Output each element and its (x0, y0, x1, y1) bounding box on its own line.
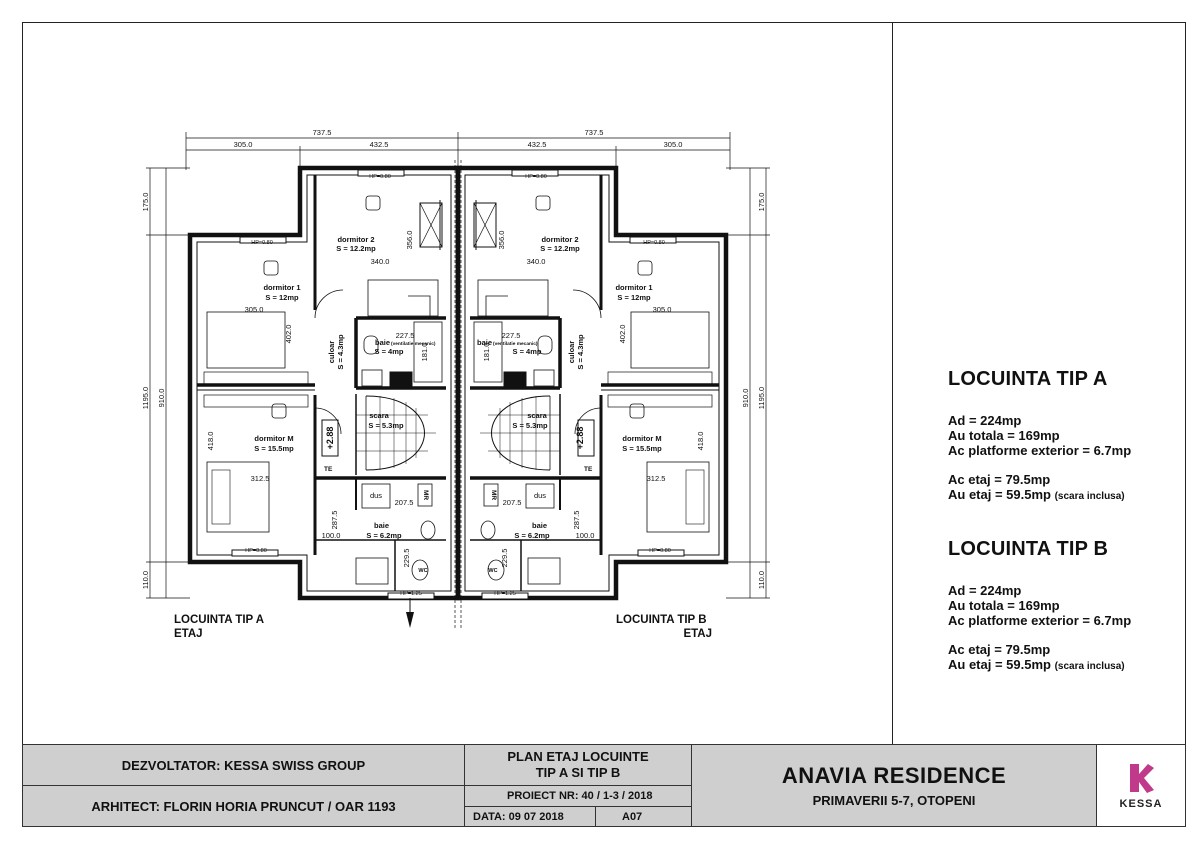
date-cell: DATA: 09 07 2018 (464, 806, 596, 827)
project-name-cell (691, 744, 1097, 827)
info-b-au-etaj: Au etaj = 59.5mp (948, 657, 1051, 672)
room-dim: 227.5 (395, 331, 415, 340)
developer-cell: DEZVOLTATOR: KESSA SWISS GROUP (22, 744, 465, 786)
dim-v-all: 1195.0 (141, 386, 150, 410)
room-area: S = 5.3mp (512, 421, 548, 430)
plan-caption-b-line2: ETAJ (683, 628, 712, 640)
hp-label: HP=1.25 (400, 591, 422, 597)
room-dim: 340.0 (526, 257, 546, 266)
room-dim: 312.5 (646, 474, 666, 483)
room-name: scara (527, 411, 547, 420)
info-b-au-etaj-row (948, 657, 1188, 674)
fixture-label: dus (369, 491, 383, 500)
mr-label: MR (422, 489, 429, 501)
dim-v-all-r: 1195.0 (757, 386, 766, 410)
level-mark: +2.88 (575, 426, 585, 450)
room-dim: 305.0 (244, 305, 264, 314)
room-name: dormitor 1 (263, 283, 301, 292)
room-note: (ventilatie mecanic) (493, 342, 538, 347)
room-name: baie (532, 521, 548, 530)
info-a-au-etaj-note: (scara inclusa) (1054, 491, 1125, 502)
info-b-title: LOCUINTA TIP B (948, 538, 1109, 560)
fixture-label: dus (533, 491, 547, 500)
room-area: S = 12mp (617, 293, 651, 302)
hp-label: HP=0.80 (251, 240, 273, 246)
info-a-au-etaj: Au etaj = 59.5mp (948, 487, 1051, 502)
dim-total-b: 737.5 (584, 128, 604, 137)
project-name: ANAVIA RESIDENCE (781, 763, 1007, 788)
room-name: scara (369, 411, 389, 420)
room-dim: 229.5 (402, 548, 411, 568)
info-block-a (948, 368, 1188, 504)
room-dim: 356.0 (497, 230, 506, 250)
room-dim: 356.0 (405, 230, 414, 250)
room-dim: 181.0 (420, 342, 429, 362)
room-dim: 207.5 (394, 498, 414, 507)
level-mark: +2.88 (325, 426, 335, 450)
room-name: dormitor 1 (615, 283, 653, 292)
room-name: culoar (327, 340, 336, 364)
room-dim: 287.5 (572, 510, 581, 530)
room-area: S = 12.2mp (540, 244, 580, 253)
room-area: S = 12.2mp (336, 244, 376, 253)
dim-b2: 305.0 (663, 140, 683, 149)
room-dim: 100.0 (321, 531, 341, 540)
info-b-au-total: Au totala = 169mp (948, 598, 1060, 613)
room-area: S = 4.3mp (576, 334, 585, 370)
room-dim: 207.5 (502, 498, 522, 507)
room-dim: 229.5 (500, 548, 509, 568)
hp-label: HP=1.25 (494, 591, 516, 597)
room-area: S = 6.2mp (366, 531, 402, 540)
room-name: dormitor M (622, 434, 662, 443)
info-a-ad: Ad = 224mp (948, 413, 1022, 428)
hp-label: HP=0.80 (649, 548, 671, 554)
info-a-title: LOCUINTA TIP A (948, 368, 1108, 390)
room-name: baie (374, 521, 390, 530)
mr-label: MR (490, 489, 497, 501)
info-a-au-total: Au totala = 169mp (948, 428, 1060, 443)
room-dim: 181.0 (482, 342, 491, 362)
room-name: dormitor 2 (541, 235, 579, 244)
info-a-ac-platforme: Ac platforme exterior = 6.7mp (948, 443, 1132, 458)
dim-v-bot: 110.0 (141, 570, 150, 590)
project-address: PRIMAVERII 5-7, OTOPENI (812, 793, 976, 808)
dim-total-a: 737.5 (312, 128, 332, 137)
dim-v-bot-r: 110.0 (757, 570, 766, 590)
plan-caption-b-line1: LOCUINTA TIP B (616, 614, 707, 626)
room-dim: 287.5 (330, 510, 339, 530)
room-area: S = 12mp (265, 293, 299, 302)
room-area: S = 15.5mp (254, 444, 294, 453)
plan-caption-a-line1: LOCUINTA TIP A (174, 614, 265, 626)
room-area: S = 5.3mp (368, 421, 404, 430)
te-label: TE (324, 466, 333, 473)
room-area: S = 6.2mp (514, 531, 550, 540)
te-label: TE (584, 466, 593, 473)
dim-v-top: 175.0 (141, 192, 150, 212)
room-note: (ventilatie mecanic) (391, 342, 436, 347)
dim-v-mid: 910.0 (157, 388, 166, 408)
hp-label: HP=0.80 (643, 240, 665, 246)
dim-v-top-r: 175.0 (757, 192, 766, 212)
plan-caption-a-line2: ETAJ (174, 628, 203, 640)
room-dim: 418.0 (206, 431, 215, 451)
drawing-title-line2: TIP A SI TIP B (535, 765, 621, 780)
room-dim: 402.0 (618, 324, 627, 344)
logo-text: KESSA (1119, 797, 1163, 810)
kessa-logo-icon (1126, 762, 1156, 794)
dim-b1: 432.5 (527, 140, 547, 149)
info-b-ac-platforme: Ac platforme exterior = 6.7mp (948, 613, 1132, 628)
title-block (22, 744, 1186, 827)
info-a-au-etaj-row (948, 487, 1188, 504)
dim-v-mid-r: 910.0 (741, 388, 750, 408)
info-b-au-etaj-note: (scara inclusa) (1054, 661, 1125, 672)
hp-label: HP=0.80 (525, 174, 547, 180)
hp-label: HP=0.80 (369, 174, 391, 180)
room-area: S = 15.5mp (622, 444, 662, 453)
room-dim: 312.5 (250, 474, 270, 483)
info-b-ac-etaj: Ac etaj = 79.5mp (948, 642, 1051, 657)
info-a-ac-etaj: Ac etaj = 79.5mp (948, 472, 1051, 487)
info-b-ad: Ad = 224mp (948, 583, 1022, 598)
room-name: culoar (567, 340, 576, 364)
project-nr-cell: PROIECT NR: 40 / 1-3 / 2018 (464, 785, 692, 807)
room-dim: 402.0 (284, 324, 293, 344)
room-dim: 340.0 (370, 257, 390, 266)
room-dim: 227.5 (501, 331, 521, 340)
room-name: dormitor 2 (337, 235, 375, 244)
drawing-title-cell (464, 744, 692, 786)
room-area: S = 4mp (374, 347, 404, 356)
room-area: S = 4.3mp (336, 334, 345, 370)
room-area: S = 4mp (512, 347, 542, 356)
wc-label: WC (488, 568, 498, 574)
dim-a2: 432.5 (369, 140, 389, 149)
room-dim: 100.0 (575, 531, 595, 540)
hp-label: HP=0.80 (245, 548, 267, 554)
room-name: baie (477, 338, 493, 347)
info-block-b (948, 538, 1188, 674)
room-dim: 418.0 (696, 431, 705, 451)
wc-label: WC (418, 568, 428, 574)
architect-cell: ARHITECT: FLORIN HORIA PRUNCUT / OAR 1193 (22, 785, 465, 827)
logo-cell (1096, 744, 1186, 827)
room-name: baie (375, 338, 391, 347)
sheet-number-cell: A07 (595, 806, 692, 827)
plan-caption-a (174, 613, 264, 641)
drawing-title-line1: PLAN ETAJ LOCUINTE (507, 749, 649, 764)
dim-a1: 305.0 (233, 140, 253, 149)
room-name: dormitor M (254, 434, 294, 443)
room-dim: 305.0 (652, 305, 672, 314)
plan-caption-b (616, 613, 712, 641)
